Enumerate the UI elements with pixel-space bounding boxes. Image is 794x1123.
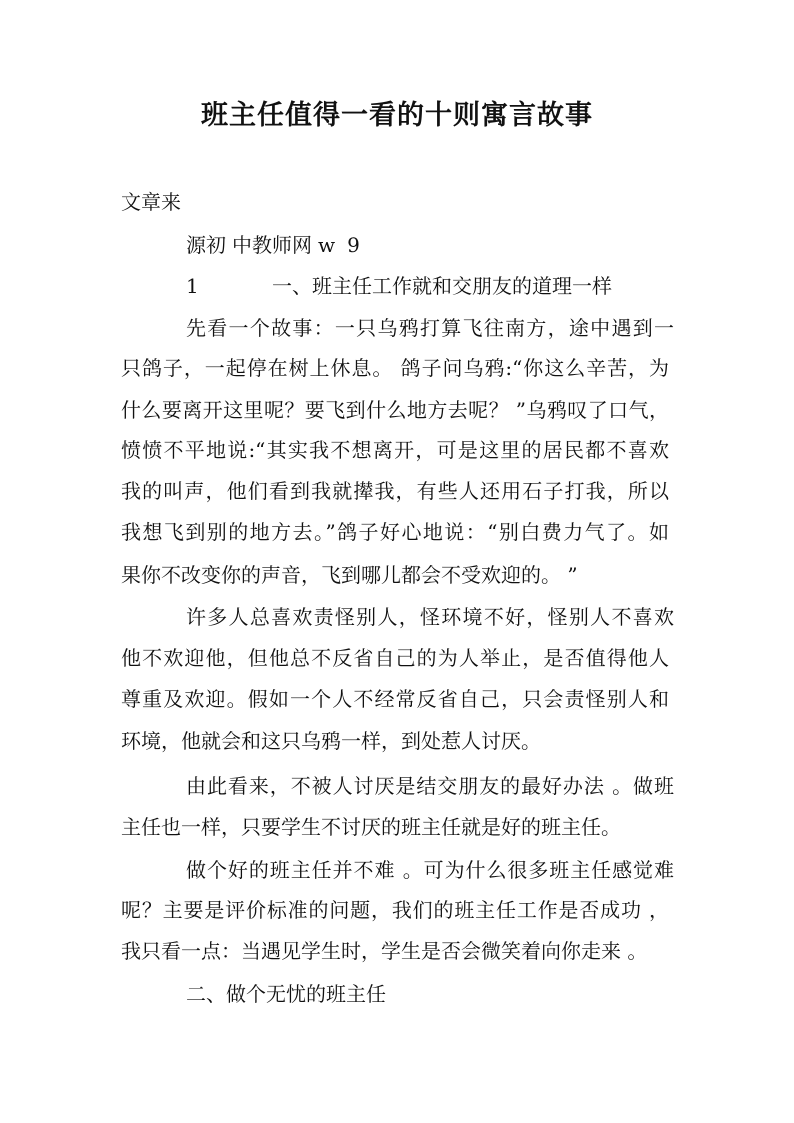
paragraph-2-line-2: 他不欢迎他，但他总不反省自己的为人举止，是否值得他人 bbox=[121, 646, 669, 670]
paragraph-2-line-4: 环境，他就会和这只乌鸦一样，到处惹人讨厌。 bbox=[121, 729, 541, 753]
page-title: 班主任值得一看的十则寓言故事 bbox=[201, 100, 593, 131]
paragraph-1-line-3: 什么要离开这里呢？要飞到什么地方去呢？ ”乌鸦叹了口气， bbox=[121, 398, 669, 422]
paragraph-1-line-5: 我的叫声，他们看到我就撵我，有些人还用石子打我，所以 bbox=[121, 479, 669, 503]
paragraph-3-line-2: 主任也一样，只要学生不讨厌的班主任就是好的班主任。 bbox=[121, 815, 621, 839]
paragraph-1-line-6: 我想飞到别的地方去。”鸽子好心地说：“别白费力气了。如 bbox=[121, 520, 669, 544]
paragraph-2-line-1: 许多人总喜欢责怪别人，怪环境不好，怪别人不喜欢 bbox=[186, 605, 674, 629]
paragraph-2-line-3: 尊重及欢迎。假如一个人不经常反省自己，只会责怪别人和 bbox=[121, 687, 669, 711]
paragraph-1-line-2: 只鸽子，一起停在树上休息。 鸽子问乌鸦:“你这么辛苦，为 bbox=[121, 356, 669, 380]
meta-source-part-d: 9 bbox=[347, 233, 360, 257]
paragraph-4-line-2: 呢？主要是评价标准的问题，我们的班主任工作是否成功 ， bbox=[121, 898, 669, 922]
paragraph-4-line-1: 做个好的班主任并不难 。可为什么很多班主任感觉难 bbox=[186, 858, 674, 882]
paragraph-4-line-3: 我只看一点：当遇见学生时，学生是否会微笑着向你走来 。 bbox=[121, 939, 648, 963]
paragraph-1-line-1: 先看一个故事：一只乌鸦打算飞往南方，途中遇到一 bbox=[186, 316, 674, 340]
section-heading-1: 一、班主任工作就和交朋友的道理一样 bbox=[272, 274, 612, 298]
meta-source-line bbox=[186, 231, 360, 259]
section-heading-2: 二、做个无忧的班主任 bbox=[186, 982, 386, 1006]
paragraph-3-line-1: 由此看来，不被人讨厌是结交朋友的最好办法 。做班 bbox=[186, 774, 674, 798]
meta-source-part-a: 源初 bbox=[186, 233, 226, 257]
meta-source-label: 文章来 bbox=[121, 190, 181, 214]
meta-source-part-c: w bbox=[318, 233, 336, 257]
meta-number: 1 bbox=[186, 274, 199, 298]
meta-source-part-b: 中教师网 bbox=[232, 233, 312, 257]
paragraph-1-line-4: 愤愤不平地说:“其实我不想离开，可是这里的居民都不喜欢 bbox=[121, 438, 669, 462]
paragraph-1-line-7: 果你不改变你的声音，飞到哪儿都会不受欢迎的。 ” bbox=[121, 563, 578, 587]
